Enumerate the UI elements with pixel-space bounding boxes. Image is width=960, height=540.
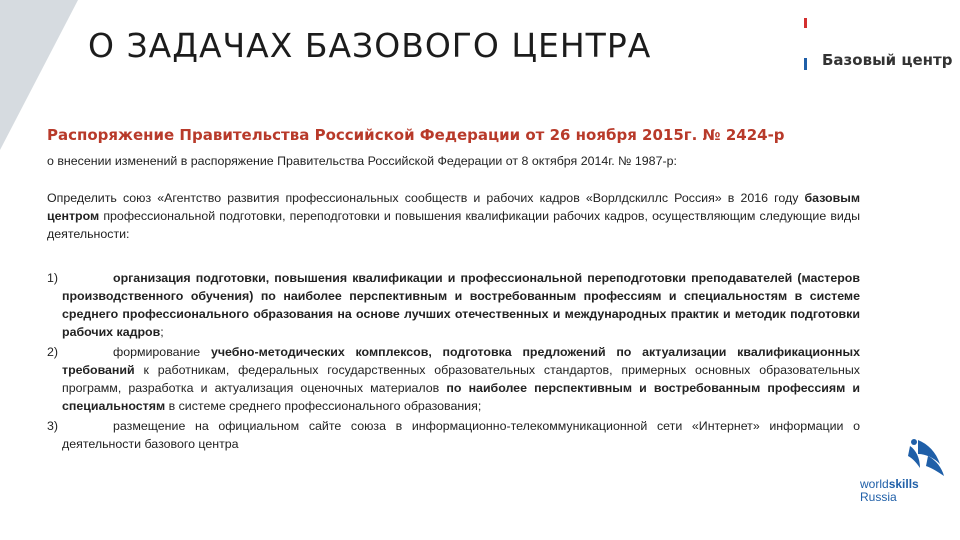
- para-bold: базовым центром: [47, 191, 860, 223]
- order-intro: о внесении изменений в распоряжение Правительства Российской Федерации от 8 октября 2014г. № 1987-р:: [47, 154, 677, 168]
- item-number: 2): [47, 345, 59, 359]
- worldskills-logo: [858, 438, 948, 518]
- item-bold: организация подготовки, повышения квалификации и профессиональной переподготовки преподавателей (мастеров производственного обучения) по наиболее перспективным и востребованным профессиям и специальностям в системе среднего профессионального образования на основе лучших отечественных и международных практик и методик подготовки рабочих кадров: [62, 271, 860, 339]
- item-number: 1): [47, 271, 59, 285]
- item-text: к работникам, федеральных государственных образовательных стандартов, примерных основных образовательных программ, разработка и актуализация оценочных материалов: [62, 363, 860, 395]
- list-item: [47, 343, 860, 415]
- brand-name: Базовый центр: [822, 51, 953, 69]
- brand-mark-blue: [804, 58, 807, 70]
- item-text: формирование: [113, 345, 211, 359]
- item-text: ;: [160, 325, 164, 339]
- item-text: в системе среднего профессионального образования;: [165, 399, 482, 413]
- wordmark-world: world: [860, 477, 889, 491]
- item-text: размещение на официальном сайте союза в информационно-телекоммуникационной сети «Интернет» информации о деятельности базового центра: [62, 419, 860, 451]
- list-item: [47, 417, 860, 453]
- item-bold: учебно-методических комплексов, подготовка предложений по актуализации квалификационных требований: [62, 345, 860, 377]
- item-number: 3): [47, 419, 59, 433]
- para-text-2: профессиональной подготовки, переподготовки и повышения квалификации рабочих кадров, осуществляющим следующие виды деятельности:: [47, 209, 860, 241]
- para-text-1: Определить союз «Агентство развития профессиональных сообществ и рабочих кадров «Ворлдскиллс Россия» в 2016 году: [47, 191, 805, 205]
- brand-logo: [800, 18, 953, 78]
- activity-list: [47, 269, 860, 453]
- order-paragraph: [47, 189, 860, 243]
- order-title: Распоряжение Правительства Российской Федерации от 26 ноября 2015г. № 2424-р: [47, 126, 785, 144]
- worldskills-wordmark: [860, 478, 919, 504]
- page-title: О ЗАДАЧАХ БАЗОВОГО ЦЕНТРА: [88, 26, 652, 65]
- brand-mark-red: [804, 18, 807, 28]
- wordmark-skills: skills: [888, 477, 919, 491]
- list-item: [47, 269, 860, 341]
- worldskills-emblem-icon: [858, 438, 948, 478]
- slide-content: [47, 125, 860, 455]
- wordmark-russia: Russia: [860, 490, 897, 504]
- item-bold: по наиболее перспективным и востребованным профессиям и специальностям: [62, 381, 860, 413]
